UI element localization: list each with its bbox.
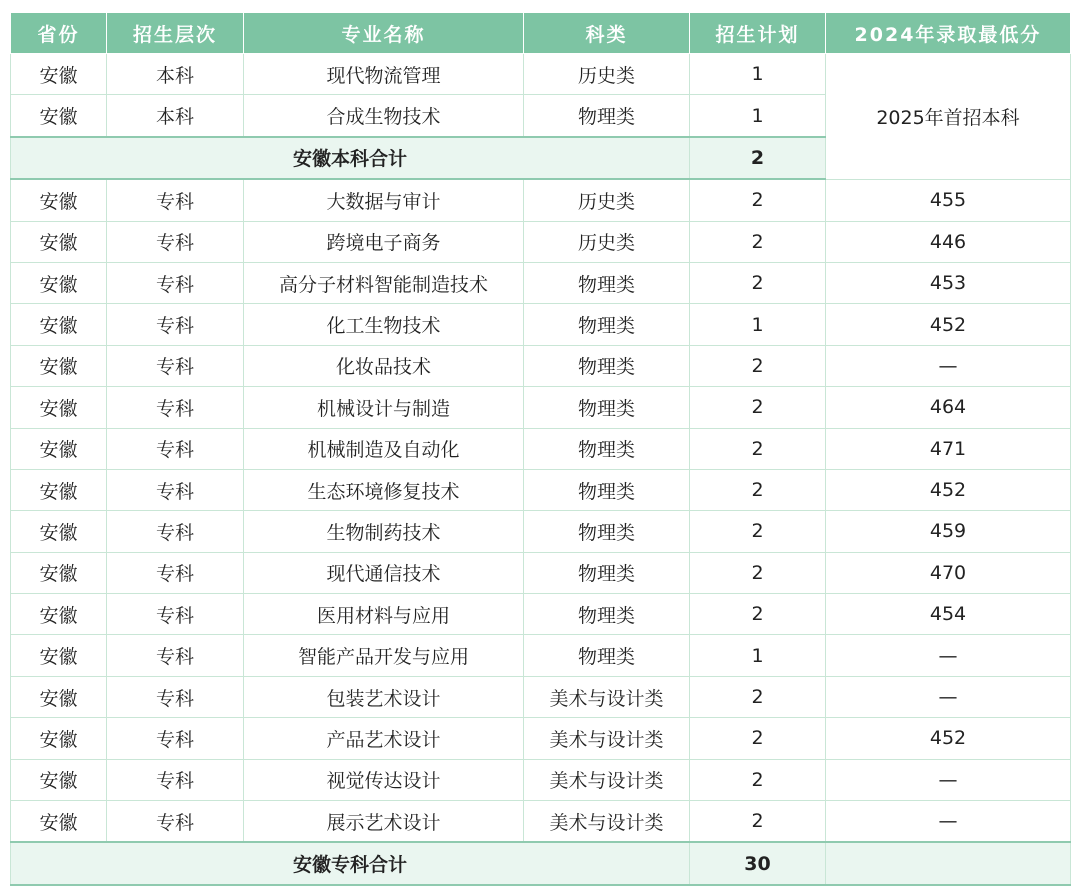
header-plan: 招生计划 — [690, 13, 826, 54]
cell-category: 物理类 — [524, 635, 690, 676]
cell-level: 专科 — [107, 345, 244, 386]
cell-province: 安徽 — [11, 511, 107, 552]
cell-min-score: — — [826, 759, 1071, 800]
cell-major: 展示艺术设计 — [244, 801, 524, 843]
cell-category: 历史类 — [524, 54, 690, 95]
cell-plan: 2 — [690, 594, 826, 635]
table-row — [11, 262, 1071, 303]
cell-min-score: 471 — [826, 428, 1071, 469]
cell-level: 专科 — [107, 221, 244, 262]
cell-province: 安徽 — [11, 179, 107, 221]
admission-plan-table-container — [10, 12, 1070, 886]
cell-min-score: — — [826, 345, 1071, 386]
cell-major: 生物制药技术 — [244, 511, 524, 552]
cell-major: 高分子材料智能制造技术 — [244, 262, 524, 303]
table-row — [11, 221, 1071, 262]
subtotal-value: 30 — [690, 842, 826, 884]
cell-province: 安徽 — [11, 635, 107, 676]
cell-province: 安徽 — [11, 552, 107, 593]
cell-level: 专科 — [107, 511, 244, 552]
cell-category: 物理类 — [524, 594, 690, 635]
cell-plan: 1 — [690, 54, 826, 95]
table-row — [11, 428, 1071, 469]
cell-major: 医用材料与应用 — [244, 594, 524, 635]
cell-major: 包装艺术设计 — [244, 676, 524, 717]
cell-min-score: 464 — [826, 387, 1071, 428]
cell-plan: 2 — [690, 428, 826, 469]
cell-level: 专科 — [107, 594, 244, 635]
cell-category: 物理类 — [524, 95, 690, 137]
cell-min-score: — — [826, 676, 1071, 717]
admission-plan-table — [10, 12, 1071, 886]
cell-category: 物理类 — [524, 469, 690, 510]
cell-category: 美术与设计类 — [524, 676, 690, 717]
table-row — [11, 345, 1071, 386]
cell-major: 现代通信技术 — [244, 552, 524, 593]
table-row — [11, 759, 1071, 800]
cell-category: 物理类 — [524, 262, 690, 303]
cell-category: 物理类 — [524, 304, 690, 345]
cell-province: 安徽 — [11, 262, 107, 303]
table-row — [11, 387, 1071, 428]
table-row — [11, 54, 1071, 95]
cell-plan: 2 — [690, 511, 826, 552]
cell-min-score: 470 — [826, 552, 1071, 593]
table-row — [11, 469, 1071, 510]
table-row — [11, 635, 1071, 676]
header-category: 科类 — [524, 13, 690, 54]
header-major: 专业名称 — [244, 13, 524, 54]
cell-level: 专科 — [107, 304, 244, 345]
cell-province: 安徽 — [11, 304, 107, 345]
cell-plan: 1 — [690, 95, 826, 137]
subtotal-empty-cell — [826, 842, 1071, 884]
cell-level: 专科 — [107, 676, 244, 717]
cell-category: 物理类 — [524, 428, 690, 469]
cell-plan: 2 — [690, 718, 826, 759]
cell-level: 专科 — [107, 387, 244, 428]
cell-category: 物理类 — [524, 511, 690, 552]
cell-province: 安徽 — [11, 345, 107, 386]
cell-level: 专科 — [107, 262, 244, 303]
cell-plan: 1 — [690, 635, 826, 676]
cell-province: 安徽 — [11, 594, 107, 635]
cell-province: 安徽 — [11, 801, 107, 843]
cell-plan: 2 — [690, 676, 826, 717]
cell-category: 美术与设计类 — [524, 801, 690, 843]
table-row — [11, 552, 1071, 593]
cell-major: 合成生物技术 — [244, 95, 524, 137]
cell-province: 安徽 — [11, 428, 107, 469]
cell-min-score: 452 — [826, 304, 1071, 345]
cell-plan: 2 — [690, 262, 826, 303]
cell-province: 安徽 — [11, 469, 107, 510]
cell-major: 产品艺术设计 — [244, 718, 524, 759]
cell-plan: 2 — [690, 469, 826, 510]
cell-plan: 2 — [690, 552, 826, 593]
table-row — [11, 511, 1071, 552]
cell-province: 安徽 — [11, 221, 107, 262]
cell-level: 专科 — [107, 635, 244, 676]
subtotal-label: 安徽专科合计 — [11, 842, 690, 884]
subtotal-value: 2 — [690, 137, 826, 179]
cell-plan: 1 — [690, 304, 826, 345]
cell-major: 跨境电子商务 — [244, 221, 524, 262]
table-row — [11, 801, 1071, 843]
cell-plan: 2 — [690, 221, 826, 262]
table-row — [11, 718, 1071, 759]
cell-major: 机械制造及自动化 — [244, 428, 524, 469]
cell-major: 视觉传达设计 — [244, 759, 524, 800]
cell-major: 化工生物技术 — [244, 304, 524, 345]
cell-major: 机械设计与制造 — [244, 387, 524, 428]
cell-category: 历史类 — [524, 179, 690, 221]
cell-category: 物理类 — [524, 345, 690, 386]
cell-plan: 2 — [690, 801, 826, 843]
cell-level: 专科 — [107, 718, 244, 759]
cell-plan: 2 — [690, 179, 826, 221]
cell-min-score: — — [826, 635, 1071, 676]
header-min-score: 2024年录取最低分 — [826, 13, 1071, 54]
cell-plan: 2 — [690, 759, 826, 800]
cell-plan: 2 — [690, 345, 826, 386]
cell-min-score: 452 — [826, 469, 1071, 510]
cell-major: 生态环境修复技术 — [244, 469, 524, 510]
cell-level: 本科 — [107, 95, 244, 137]
cell-category: 美术与设计类 — [524, 759, 690, 800]
cell-category: 物理类 — [524, 552, 690, 593]
cell-min-score: 453 — [826, 262, 1071, 303]
cell-level: 专科 — [107, 179, 244, 221]
cell-major: 现代物流管理 — [244, 54, 524, 95]
cell-major: 智能产品开发与应用 — [244, 635, 524, 676]
cell-province: 安徽 — [11, 387, 107, 428]
table-row — [11, 304, 1071, 345]
cell-category: 历史类 — [524, 221, 690, 262]
cell-category: 美术与设计类 — [524, 718, 690, 759]
cell-min-score: 454 — [826, 594, 1071, 635]
cell-min-score: — — [826, 801, 1071, 843]
subtotal-row-zhuanke — [11, 842, 1071, 884]
header-level: 招生层次 — [107, 13, 244, 54]
cell-province: 安徽 — [11, 676, 107, 717]
cell-province: 安徽 — [11, 54, 107, 95]
cell-level: 专科 — [107, 759, 244, 800]
cell-province: 安徽 — [11, 759, 107, 800]
cell-merged-score: 2025年首招本科 — [826, 54, 1071, 180]
table-row — [11, 179, 1071, 221]
table-row — [11, 594, 1071, 635]
cell-level: 专科 — [107, 801, 244, 843]
cell-level: 本科 — [107, 54, 244, 95]
cell-min-score: 459 — [826, 511, 1071, 552]
cell-province: 安徽 — [11, 95, 107, 137]
zhuanke-rows — [11, 179, 1071, 842]
subtotal-label: 安徽本科合计 — [11, 137, 690, 179]
cell-plan: 2 — [690, 387, 826, 428]
cell-min-score: 446 — [826, 221, 1071, 262]
cell-major: 化妆品技术 — [244, 345, 524, 386]
cell-level: 专科 — [107, 469, 244, 510]
header-row — [11, 13, 1071, 54]
cell-major: 大数据与审计 — [244, 179, 524, 221]
cell-level: 专科 — [107, 428, 244, 469]
header-province: 省份 — [11, 13, 107, 54]
cell-min-score: 455 — [826, 179, 1071, 221]
cell-category: 物理类 — [524, 387, 690, 428]
table-row — [11, 676, 1071, 717]
cell-min-score: 452 — [826, 718, 1071, 759]
cell-province: 安徽 — [11, 718, 107, 759]
cell-level: 专科 — [107, 552, 244, 593]
